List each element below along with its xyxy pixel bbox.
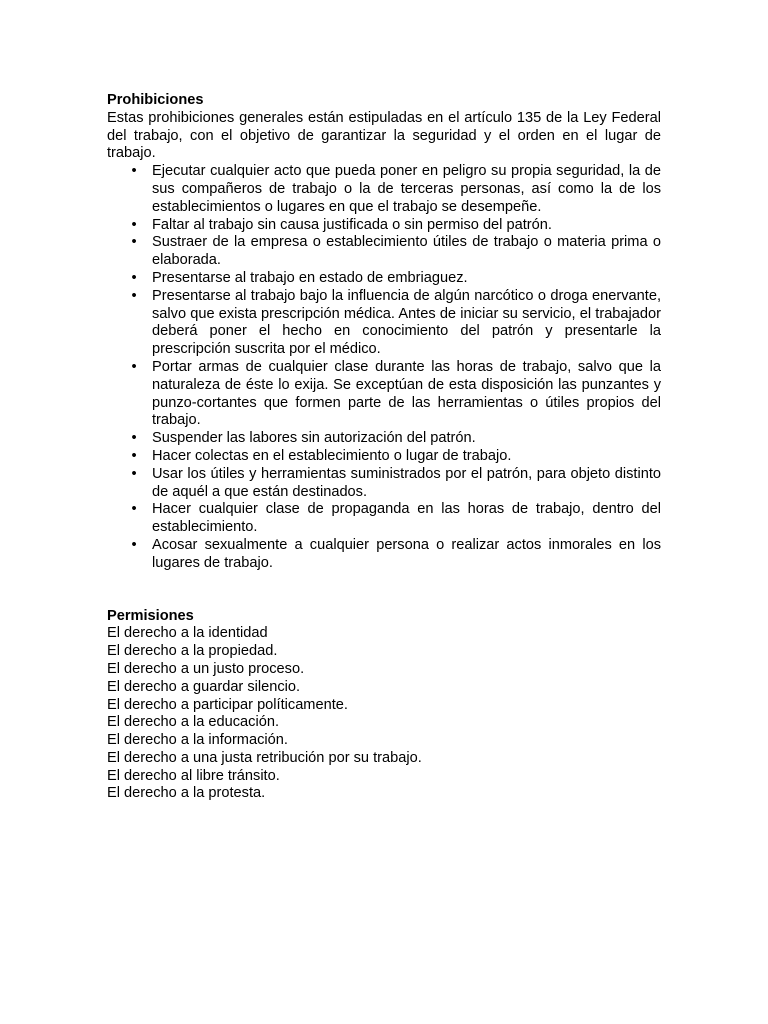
document-page: [107, 92, 661, 803]
list-item: El derecho a guardar silencio.: [107, 678, 301, 695]
list-item-text: Suspender las labores sin autorización del patrón.: [152, 430, 476, 447]
list-item: El derecho a la información.: [107, 732, 288, 749]
list-item-text: Ejecutar cualquier acto que pueda poner en peligro su propia seguridad, la de sus compañeros de trabajo o la de terceras personas, así como la de los establecimientos o lugares en que el trabajo se desempeñe.: [152, 163, 661, 215]
prohibiciones-list: [107, 163, 661, 572]
list-item: El derecho a una justa retribución por su trabajo.: [107, 749, 422, 766]
list-item: El derecho a la educación.: [107, 714, 279, 731]
bullet-icon: •: [131, 269, 137, 286]
list-item: [107, 501, 661, 537]
list-item: [107, 270, 661, 288]
list-item-text: Sustraer de la empresa o establecimiento útiles de trabajo o materia prima o elaborada.: [152, 234, 661, 269]
bullet-icon: •: [131, 216, 137, 233]
bullet-icon: •: [131, 536, 137, 553]
bullet-icon: •: [131, 358, 137, 375]
bullet-icon: •: [131, 430, 137, 447]
list-item: [107, 537, 661, 573]
list-item-text: Presentarse al trabajo en estado de embriaguez.: [152, 269, 468, 286]
section-gap: [107, 573, 661, 608]
list-item-text: Usar los útiles y herramientas suministrados por el patrón, para objeto distinto de aquél a que están destinados.: [152, 465, 661, 500]
bullet-icon: •: [131, 234, 137, 251]
list-item: [107, 217, 661, 235]
list-item: El derecho a la protesta.: [107, 785, 266, 802]
permisiones-list: [107, 625, 661, 803]
bullet-icon: •: [131, 447, 137, 464]
list-item: El derecho a participar políticamente.: [107, 696, 348, 713]
list-item-text: Hacer cualquier clase de propaganda en las horas de trabajo, dentro del establecimiento.: [152, 501, 661, 536]
permisiones-heading: Permisiones: [107, 607, 194, 624]
bullet-icon: •: [131, 501, 137, 518]
prohibiciones-heading: Prohibiciones: [107, 92, 204, 108]
list-item-text: Presentarse al trabajo bajo la influencia de algún narcótico o droga enervante, salvo que exista prescripción médica. Antes de iniciar su servicio, el trabajador deberá poner el hecho en conocimiento del patrón y presentarle la prescripción suscrita por el médico.: [152, 287, 661, 358]
list-item: El derecho a la propiedad.: [107, 643, 278, 660]
list-item: [107, 359, 661, 430]
list-item: [107, 448, 661, 466]
bullet-icon: •: [131, 287, 137, 304]
list-item: [107, 288, 661, 359]
list-item: [107, 163, 661, 216]
list-item-text: Faltar al trabajo sin causa justificada o sin permiso del patrón.: [152, 216, 552, 233]
list-item-text: Portar armas de cualquier clase durante las horas de trabajo, salvo que la naturaleza de éste lo exija. Se exceptúan de esta disposición las punzantes y punzo-cortantes que formen parte de las herramientas o útiles propios del trabajo.: [152, 358, 661, 429]
list-item: [107, 466, 661, 502]
bullet-icon: •: [131, 465, 137, 482]
list-item: [107, 430, 661, 448]
list-item: [107, 234, 661, 270]
prohibiciones-intro: Estas prohibiciones generales están estipuladas en el artículo 135 de la Ley Federal del trabajo, con el objetivo de garantizar la seguridad y el orden en el lugar de trabajo.: [107, 109, 661, 162]
bullet-icon: •: [131, 163, 137, 180]
list-item-text: Hacer colectas en el establecimiento o lugar de trabajo.: [152, 447, 512, 464]
list-item: El derecho a la identidad: [107, 625, 268, 642]
list-item: El derecho a un justo proceso.: [107, 660, 305, 677]
list-item: El derecho al libre tránsito.: [107, 767, 280, 784]
list-item-text: Acosar sexualmente a cualquier persona o realizar actos inmorales en los lugares de trabajo.: [152, 536, 661, 571]
